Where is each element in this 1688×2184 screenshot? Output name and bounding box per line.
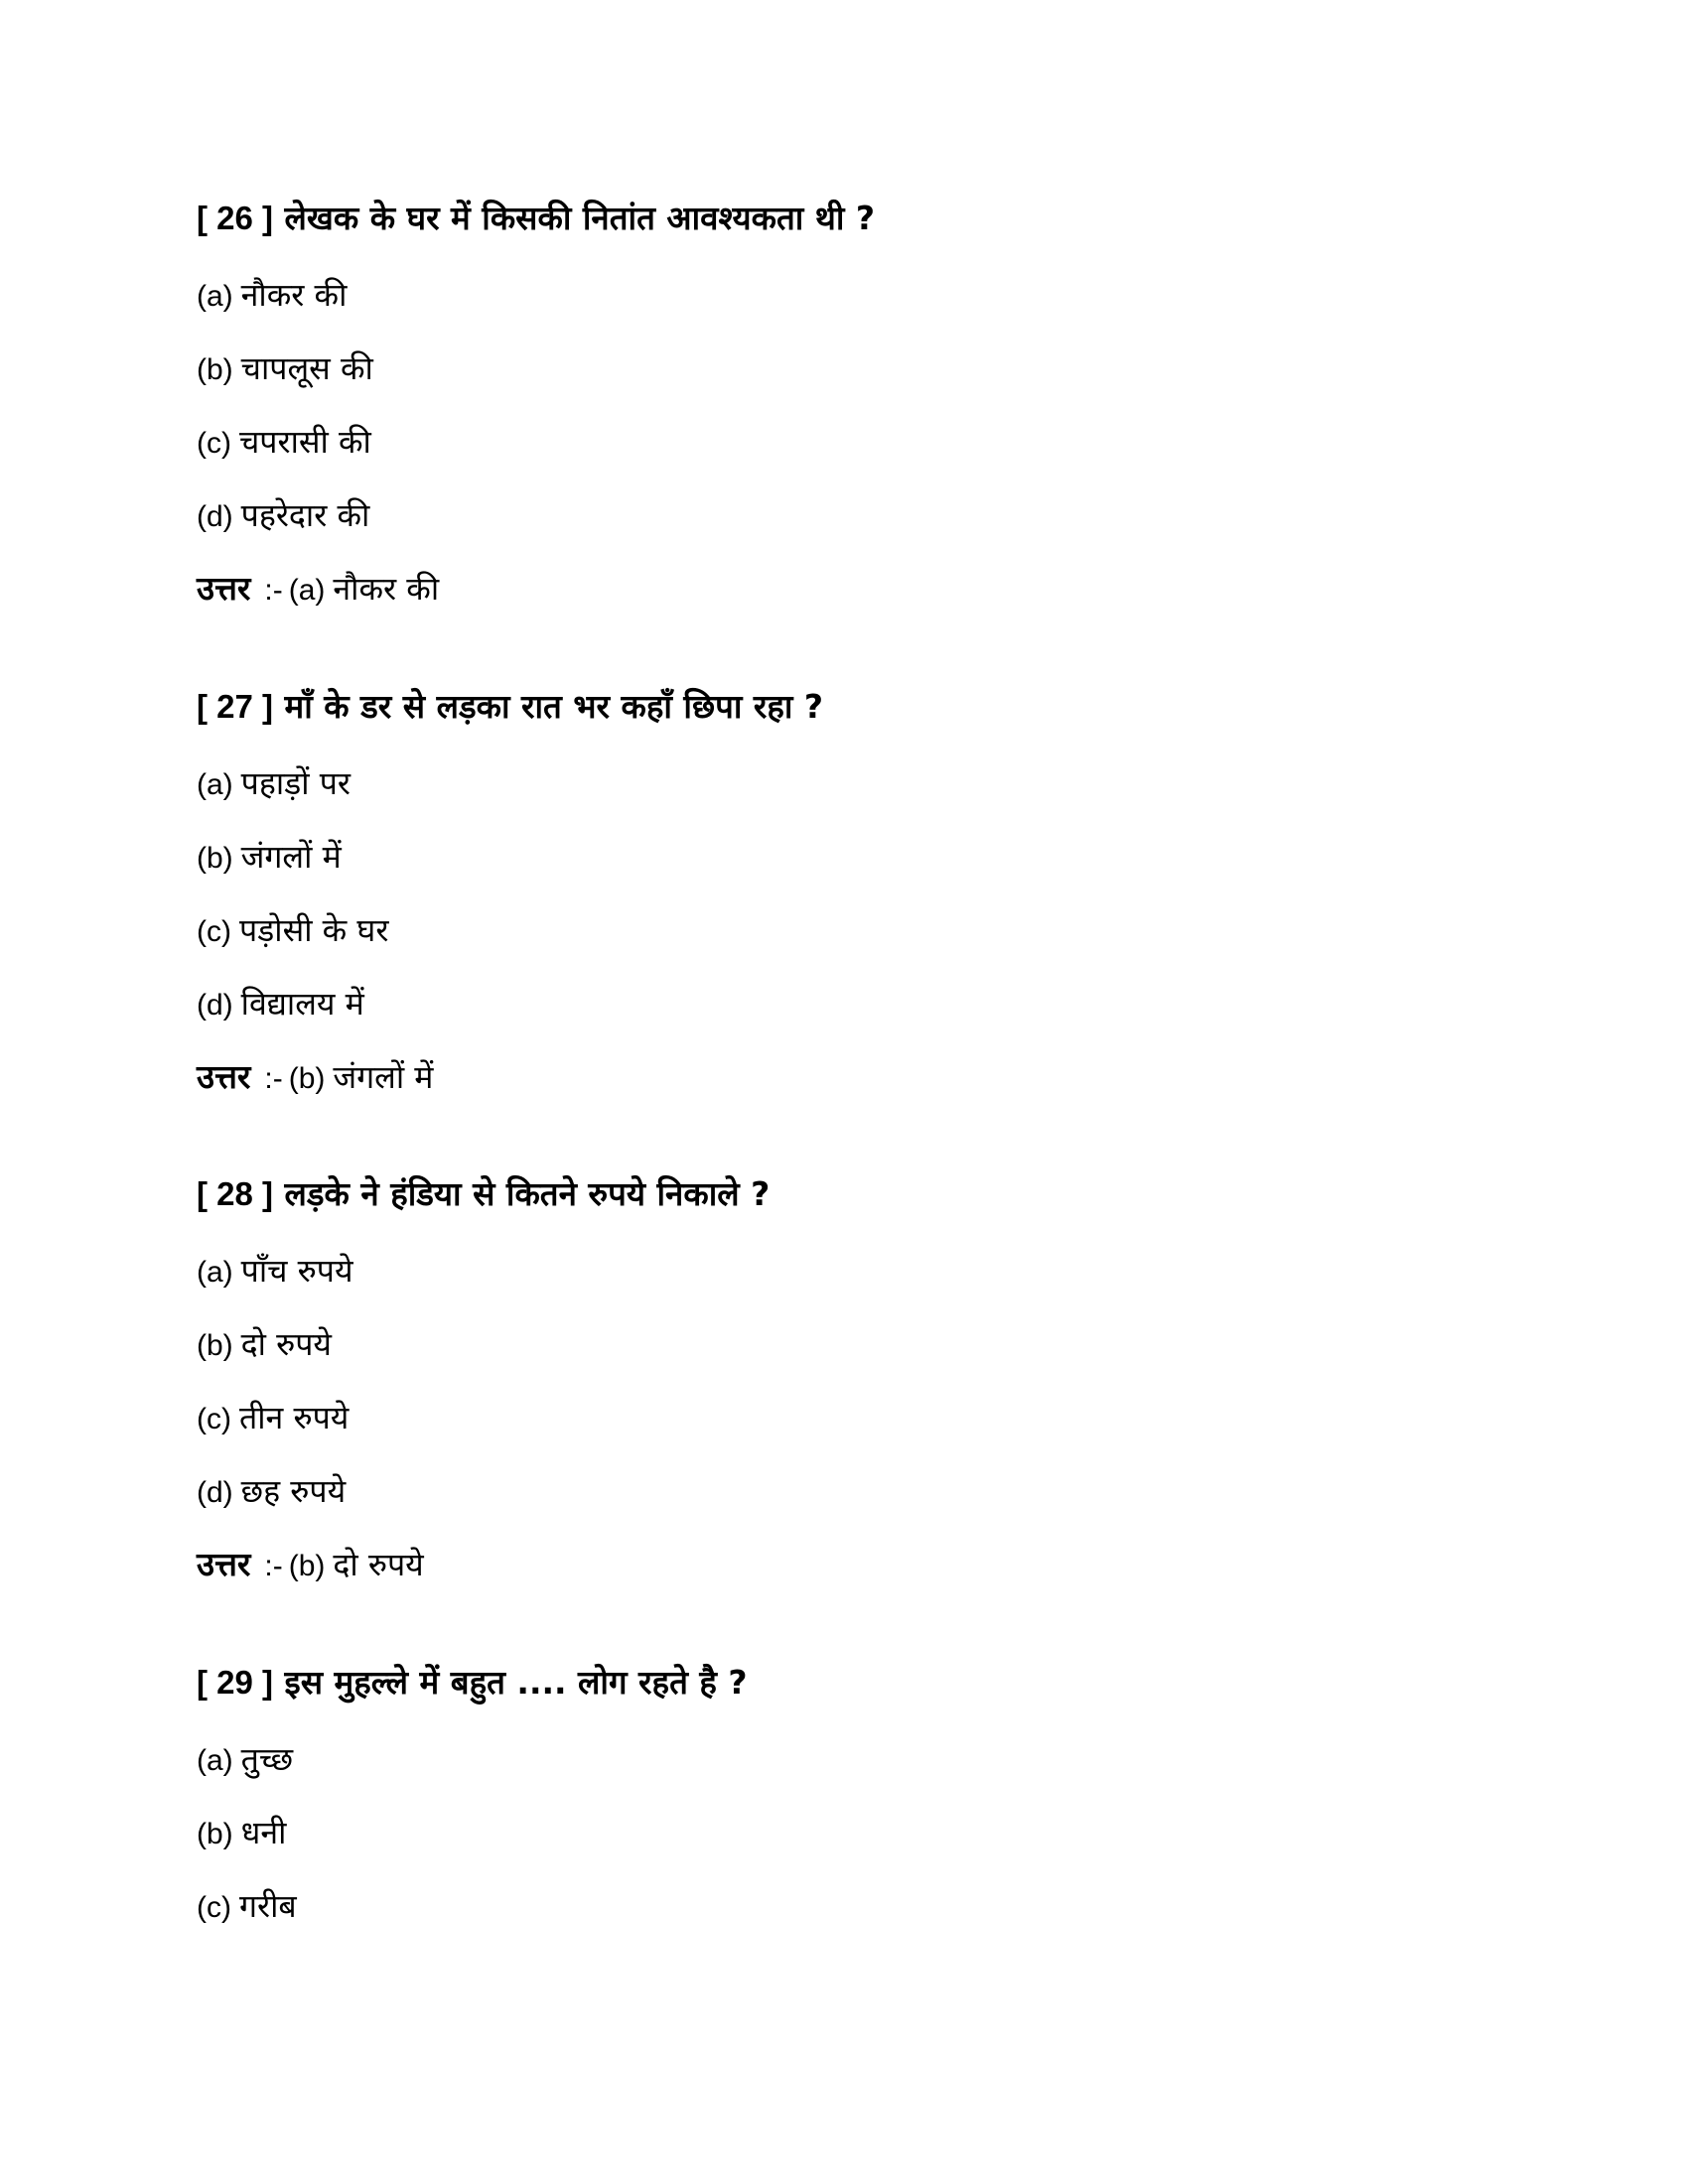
question-text: लेखक के घर में किसकी नितांत आवश्यकता थी ? [284,199,876,237]
option-text: नौकर की [240,276,348,314]
question-text: लड़के ने हंडिया से कितने रुपये निकाले ? [284,1174,771,1213]
question-number: [ 28 ] [197,1175,274,1212]
option-label: (a) [197,1744,233,1777]
answer-word: उत्तर [197,569,251,608]
option-text: दो रुपये [240,1325,332,1363]
question-title [197,1174,770,1214]
option-c [197,1398,349,1439]
option-text: पहरेदार की [240,496,370,534]
answer-word: उत्तर [197,1057,251,1096]
option-a [197,1739,293,1781]
option-d [197,1471,346,1513]
answer-label: (a) [288,574,326,607]
option-label: (d) [197,989,233,1022]
answer-separator: :- [264,574,283,607]
option-label: (d) [197,500,233,533]
question-title [197,1663,748,1703]
option-text: जंगलों में [240,838,342,876]
option-label: (b) [197,1818,233,1850]
option-text: तुच्छ [240,1740,294,1778]
option-text: धनी [240,1814,287,1851]
answer-label: (b) [288,1550,326,1582]
option-a [197,1251,353,1293]
answer-line [197,1545,424,1586]
option-label: (d) [197,1476,233,1509]
question-number: [ 26 ] [197,200,274,236]
option-label: (c) [197,427,231,460]
option-c [197,1886,297,1928]
option-label: (a) [197,280,233,313]
option-label: (b) [197,353,233,386]
answer-separator: :- [264,1062,283,1095]
option-label: (c) [197,915,231,948]
answer-text: नौकर की [333,570,440,608]
option-text: पड़ोसी के घर [238,911,389,949]
option-c [197,422,371,464]
option-label: (b) [197,1329,233,1362]
option-b [197,348,373,390]
option-text: पहाड़ों पर [240,764,351,802]
option-a [197,275,347,317]
option-label: (c) [197,1891,231,1924]
answer-text: जंगलों में [333,1058,434,1096]
option-text: तीन रुपये [238,1399,350,1436]
option-b [197,837,342,879]
option-text: छह रुपये [240,1472,347,1510]
option-d [197,495,369,537]
option-text: चापलूस की [240,349,373,387]
option-a [197,763,351,805]
question-text: माँ के डर से लड़का रात भर कहाँ छिपा रहा ? [284,687,824,726]
answer-word: उत्तर [197,1545,251,1583]
option-label: (a) [197,768,233,801]
answer-separator: :- [264,1550,283,1582]
answer-label: (b) [288,1062,326,1095]
answer-text: दो रुपये [333,1546,424,1583]
option-label: (a) [197,1256,233,1289]
answer-line [197,569,439,611]
question-number: [ 27 ] [197,688,274,725]
question-number: [ 29 ] [197,1664,274,1701]
option-b [197,1813,286,1854]
option-text: विद्यालय में [240,985,364,1023]
answer-line [197,1057,433,1099]
option-b [197,1324,332,1366]
option-text: पाँच रुपये [240,1252,353,1290]
question-title [197,687,823,727]
option-d [197,984,364,1025]
option-label: (c) [197,1403,231,1435]
option-c [197,910,388,952]
option-text: गरीब [238,1887,297,1925]
question-text: इस मुहल्ले में बहुत .... लोग रहते है ? [284,1663,748,1702]
question-title [197,199,875,238]
option-label: (b) [197,842,233,875]
option-text: चपरासी की [238,423,371,461]
